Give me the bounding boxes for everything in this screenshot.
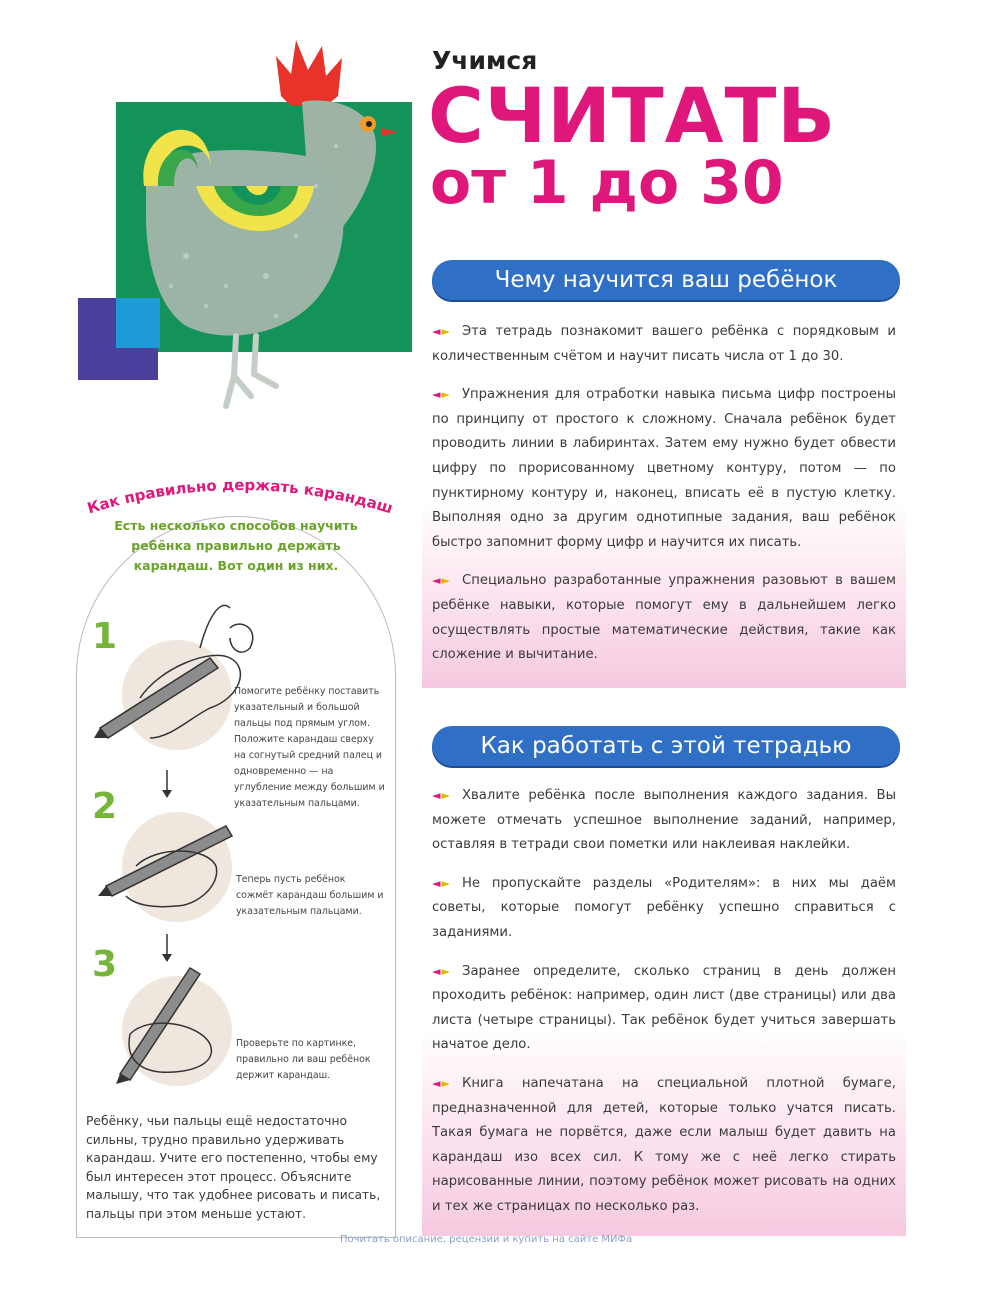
- page-title-range: от 1 до 30: [430, 148, 784, 218]
- bullet-icon: ◄►: [432, 574, 451, 588]
- subtitle: Учимся: [432, 46, 538, 75]
- paragraph: ◄► Книга напечатана на специальной плотной бумаге, предназначенной для детей, которые только учатся писать. Такая бумага не порвётся, даже если малыш будет давить на карандаш изо всех сил. К тому же с неё легко стирать нарисованные линии, поэтому ребёнок может рисовать на одних и тех же страницах по несколько раз.: [432, 1072, 896, 1220]
- step-number: 3: [92, 944, 118, 985]
- bullet-icon: ◄►: [432, 964, 451, 978]
- bullet-icon: ◄►: [432, 388, 451, 402]
- arrow-down-icon: [160, 770, 174, 800]
- pencil-guide-footer: Ребёнку, чьи пальцы ещё недостаточно сильны, трудно правильно удерживать карандаш. Учите его постепенно, чтобы ему был интересен этот процесс. Объясните малышу, что так удобнее рисовать и писать, пальцы при этом меньше устают.: [86, 1114, 381, 1221]
- bottom-link[interactable]: Почитать описание, рецензии и купить на сайте МИФа: [340, 1234, 633, 1245]
- pencil-guide-intro: Есть несколько способов научить ребёнка правильно держать карандаш. Вот один из них.: [114, 518, 358, 573]
- section-what-child-learns: [422, 312, 906, 688]
- paragraph: ◄► Хвалите ребёнка после выполнения каждого задания. Вы можете отмечать успешное выполнение заданий, например, оставляя в тетради свои пометки или наклеивая наклейки.: [432, 784, 896, 858]
- bullet-icon: ◄►: [432, 789, 451, 802]
- hand-pencil-icon: [96, 816, 256, 926]
- step-text: Помогите ребёнку поставить указательный и большой пальцы под прямым углом. Положите карандаш сверху на согнутый средний палец и одновременно — на углубление между большим и указательным пальцами.: [234, 686, 385, 809]
- step-number: 1: [92, 616, 118, 657]
- arrow-down-icon: [160, 934, 174, 964]
- section-how-to-work: [422, 776, 906, 1236]
- paragraph: ◄► Специально разработанные упражнения разовьют в вашем ребёнке навыки, которые помогут ему в дальнейшем легко осуществлять простые математические действия, такие как сложение и вычитание.: [432, 569, 896, 667]
- paragraph: ◄► Упражнения для отработки навыка письма цифр построены по принципу от простого к сложному. Сначала ребёнок будет проводить линии в лабиринтах. Затем ему нужно будет обвести цифру по прорисованному цветному контуру, потом — по пунктирному контуру и, наконец, вписать её в пустую клетку. Выполняя одно за другим однотипные задания, ваш ребёнок быстро запомнит форму цифр и научится их писать.: [432, 383, 896, 555]
- step-number: 2: [92, 786, 118, 827]
- section-heading-what-child-learns: Чему научится ваш ребёнок: [432, 260, 900, 300]
- paragraph: ◄► Эта тетрадь познакомит вашего ребёнка с порядковым и количественным счётом и научит писать числа от 1 до 30.: [432, 320, 896, 369]
- hand-pencil-icon: [100, 964, 230, 1084]
- step-text: Теперь пусть ребёнок сожмёт карандаш большим и указательным пальцами.: [236, 874, 384, 917]
- bullet-icon: ◄►: [432, 325, 451, 338]
- step-text: Проверьте по картинке, правильно ли ваш ребёнок держит карандаш.: [236, 1038, 371, 1081]
- paragraph: ◄► Заранее определите, сколько страниц в день должен проходить ребёнок: например, один лист (две страницы) или два листа (четыре страницы). Так ребёнок будет учиться завершать начатое дело.: [432, 960, 896, 1058]
- section-heading-how-to-work: Как работать с этой тетрадью: [432, 726, 900, 766]
- bullet-icon: ◄►: [432, 1076, 451, 1090]
- paragraph: ◄► Не пропускайте разделы «Родителям»: в них мы даём советы, которые помогут ребёнку успешно справиться с заданиями.: [432, 872, 896, 946]
- bullet-icon: ◄►: [432, 876, 451, 890]
- svg-text:Как правильно держать карандаш: Как правильно держать карандаш: [85, 475, 395, 518]
- rooster-illustration: [76, 36, 426, 416]
- page-title: СЧИТАТЬ: [428, 71, 837, 160]
